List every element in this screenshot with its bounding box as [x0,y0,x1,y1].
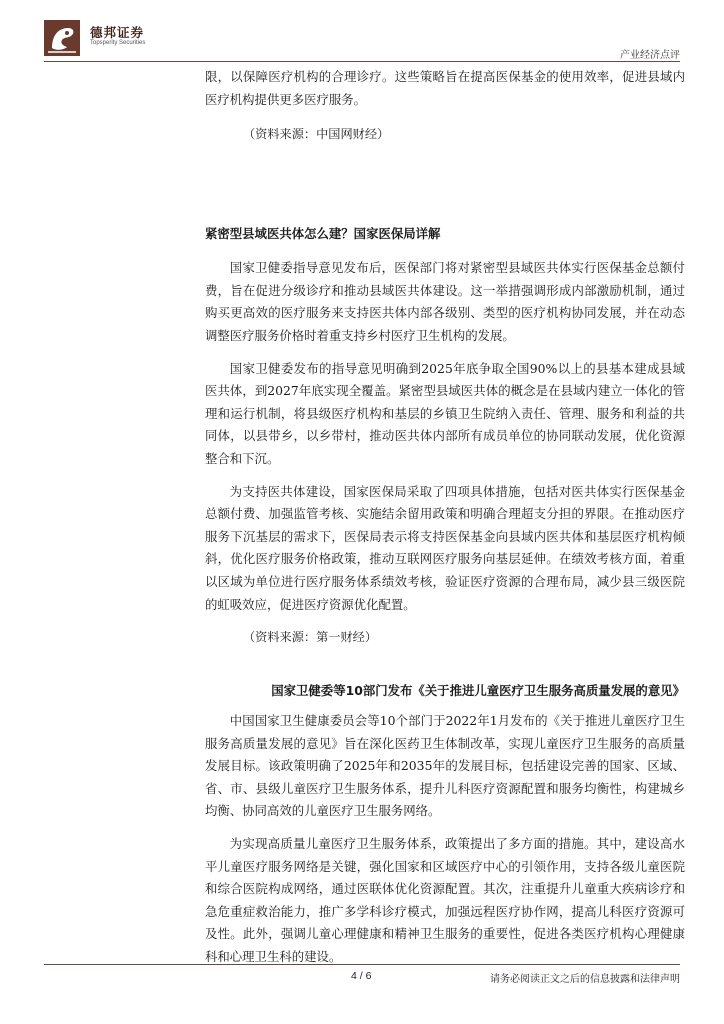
footer-divider [44,964,680,965]
header-divider [44,61,680,62]
brand-english-name: Topsperity Securities [90,40,146,46]
main-content [205,66,685,969]
page-number: 4 / 6 [351,970,372,982]
report-type-label: 产业经济点评 [620,50,680,61]
paragraph: 国家卫健委发布的指导意见明确到2025年底争取全国90%以上的县基本建成县域医共体，到2027年底实现全覆盖。紧密型县域医共体的概念是在县域内建立一体化的管理和运行机制，将县级医疗机构和基层的乡镇卫生院纳入责任、管理、服务和利益的共同体，以县带乡，以乡带村，推动医共体内部所有成员单位的协同联动发展，优化资源整合和下沉。 [205,360,685,466]
page-header [0,0,724,64]
source-note: （资料来源：中国网财经） [243,127,390,142]
section-title: 国家卫健委等10部门发布《关于推进儿童医疗卫生服务高质量发展的意见》 [271,683,685,699]
paragraph: 中国国家卫生健康委员会等10个部门于2022年1月发布的《关于推进儿童医疗卫生服务高质量发展的意见》旨在深化医药卫生体制改革，实现儿童医疗卫生服务的高质量发展目标。该政策明确了2025年和2035年的发展目标，包括建设完善的国家、区域、省、市、县级儿童医疗卫生服务体系，提升儿科医疗资源配置和服务均衡性，构建城乡均衡、协同高效的儿童医疗卫生服务网络。 [205,713,685,819]
brand-logo-icon [44,20,80,56]
legal-disclaimer: 请务必阅读正文之后的信息披露和法律声明 [490,974,680,985]
section-title: 紧密型县域医共体怎么建？国家医保局详解 [205,226,441,242]
brand-name: 德邦证券 [90,25,145,40]
paragraph: 为支持医共体建设，国家医保局采取了四项具体措施，包括对医共体实行医保基金总额付费、加强监管考核、实施结余留用政策和明确合理超支分担的界限。在推动医疗服务下沉基层的需求下，医保局表示将支持医保基金向县域内医共体和基层医疗机构倾斜，优化医疗服务价格政策，推动互联网医疗服务向基层延伸。在绩效考核方面，着重以区域为单位进行医疗服务体系绩效考核，验证医疗资源的合理布局，减少县三级医院的虹吸效应，促进医疗资源优化配置。 [205,483,685,612]
source-note: （资料来源：第一财经） [243,630,378,645]
paragraph: 国家卫健委指导意见发布后，医保部门将对紧密型县域医共体实行医保基金总额付费，旨在促进分级诊疗和推动县域医共体建设。这一举措强调形成内部激励机制，通过购买更高效的医疗服务来支持医共体内部各级别、类型的医疗机构协同发展，并在动态调整医疗服务价格时着重支持乡村医疗卫生机构的发展。 [205,260,685,343]
paragraph: 为实现高质量儿童医疗卫生服务体系，政策提出了多方面的措施。其中，建设高水平儿童医疗服务网络是关键，强化国家和区域医疗中心的引领作用，支持各级儿童医院和综合医院构成网络，通过医联体优化资源配置。其次，注重提升儿童重大疾病诊疗和急危重症救治能力，推广多学科诊疗模式，加强远程医疗协作网，提高儿科医疗资源可及性。此外，强调儿童心理健康和精神卫生服务的重要性，促进各类医疗机构心理健康科和心理卫生科的建设。 [205,836,685,965]
intro-paragraph: 限，以保障医疗机构的合理诊疗。这些策略旨在提高医保基金的使用效率，促进县域内医疗机构提供更多医疗服务。 [205,69,685,107]
